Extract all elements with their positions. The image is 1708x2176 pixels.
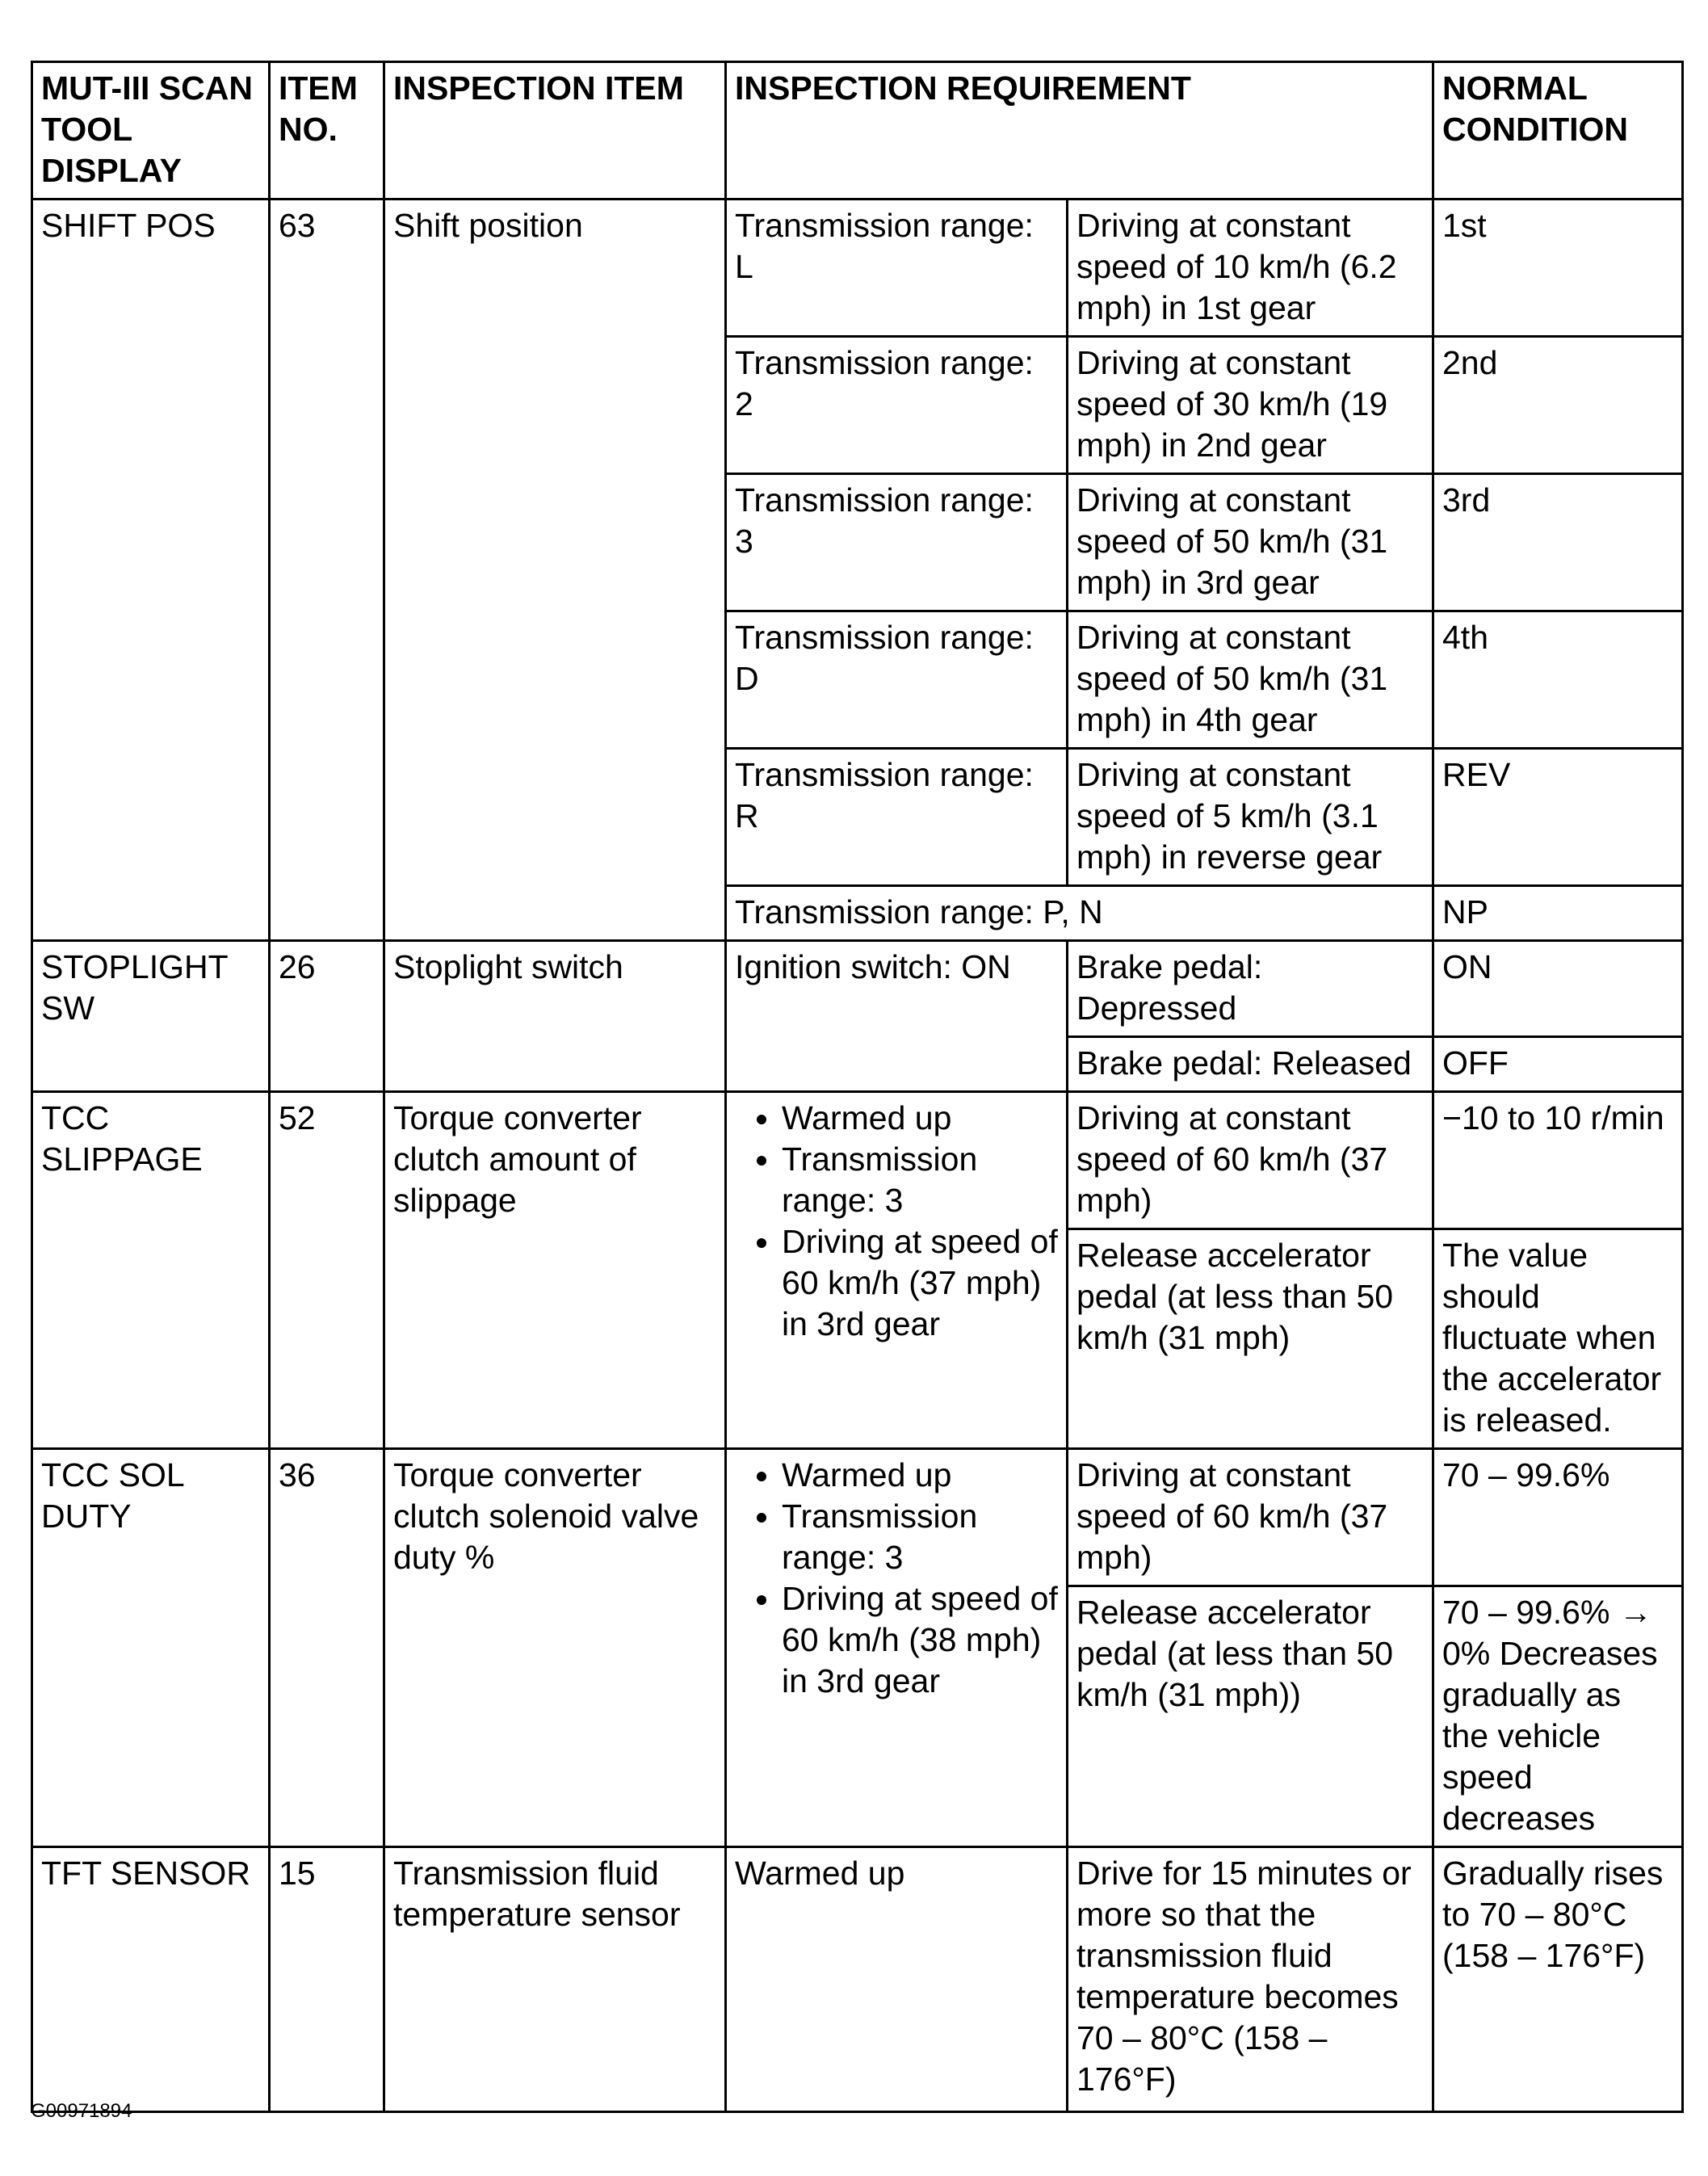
list-item: • Driving at speed of 60 km/h (37 mph) in 3rd gear — [782, 1221, 1058, 1345]
normal-cell: −10 to 10 r/min — [1433, 1092, 1683, 1229]
display-cell: STOPLIGHT SW — [32, 941, 270, 1092]
display-cell: SHIFT POS — [32, 200, 270, 941]
normal-cell: 70 – 99.6% → 0% Decreases gradually as the vehicle speed decreases — [1433, 1586, 1683, 1847]
list-item: • Warmed up — [782, 1098, 1058, 1139]
inspection-item-cell: Transmission fluid temperature sensor — [384, 1847, 726, 2112]
requirement-list — [735, 1455, 1058, 1702]
inspection-table — [31, 61, 1684, 2113]
requirement-cell: Transmission range: P, N — [726, 886, 1433, 941]
list-item: • Transmission range: 3 — [782, 1496, 1058, 1578]
condition-cell: Driving at constant speed of 5 km/h (3.1 mph) in reverse gear — [1068, 749, 1433, 886]
condition-cell: Release accelerator pedal (at less than 50 km/h (31 mph) — [1068, 1229, 1433, 1449]
condition-cell: Drive for 15 minutes or more so that the transmission fluid temperature becomes 70 – 80°C (158 – 176°F) — [1068, 1847, 1433, 2112]
item-no-cell: 52 — [270, 1092, 384, 1449]
item-no-cell: 36 — [270, 1449, 384, 1847]
normal-cell: 3rd — [1433, 474, 1683, 611]
normal-cell: 1st — [1433, 200, 1683, 337]
inspection-item-cell: Shift position — [384, 200, 726, 941]
table-row — [32, 200, 1683, 337]
header-item-no: ITEM NO. — [270, 62, 384, 200]
condition-cell: Driving at constant speed of 10 km/h (6.2 mph) in 1st gear — [1068, 200, 1433, 337]
requirement-cell: Transmission range: L — [726, 200, 1068, 337]
normal-cell: REV — [1433, 749, 1683, 886]
requirement-cell: Transmission range: R — [726, 749, 1068, 886]
inspection-item-cell: Torque converter clutch amount of slippage — [384, 1092, 726, 1449]
item-no-cell: 63 — [270, 200, 384, 941]
normal-cell: Gradually rises to 70 – 80°C (158 – 176°F) — [1433, 1847, 1683, 2112]
figure-code: G00971894 — [31, 2100, 132, 2122]
display-cell: TCC SLIPPAGE — [32, 1092, 270, 1449]
condition-cell: Release accelerator pedal (at less than 50 km/h (31 mph)) — [1068, 1586, 1433, 1847]
item-no-cell: 26 — [270, 941, 384, 1092]
table-row — [32, 941, 1683, 1037]
header-inspection-requirement: INSPECTION REQUIREMENT — [726, 62, 1433, 200]
header-row — [32, 62, 1683, 200]
requirement-cell — [726, 1092, 1068, 1449]
requirement-cell: Transmission range: 3 — [726, 474, 1068, 611]
table-row — [32, 1847, 1683, 2112]
display-cell: TFT SENSOR — [32, 1847, 270, 2112]
header-inspection-item: INSPECTION ITEM — [384, 62, 726, 200]
requirement-cell: Transmission range: 2 — [726, 337, 1068, 474]
normal-cell: 2nd — [1433, 337, 1683, 474]
requirement-cell: Ignition switch: ON — [726, 941, 1068, 1092]
normal-cell: 4th — [1433, 611, 1683, 749]
normal-cell: 70 – 99.6% — [1433, 1449, 1683, 1586]
item-no-cell: 15 — [270, 1847, 384, 2112]
normal-cell: ON — [1433, 941, 1683, 1037]
requirement-cell: Warmed up — [726, 1847, 1068, 2112]
list-item: • Driving at speed of 60 km/h (38 mph) in 3rd gear — [782, 1578, 1058, 1702]
list-item: • Transmission range: 3 — [782, 1139, 1058, 1221]
header-normal-condition: NORMAL CONDITION — [1433, 62, 1683, 200]
header-scan-tool-display: MUT-III SCAN TOOL DISPLAY — [32, 62, 270, 200]
display-cell: TCC SOL DUTY — [32, 1449, 270, 1847]
requirement-cell — [726, 1449, 1068, 1847]
condition-cell: Brake pedal: Released — [1068, 1037, 1433, 1092]
condition-cell: Brake pedal: Depressed — [1068, 941, 1433, 1037]
table-row — [32, 1092, 1683, 1229]
normal-cell: OFF — [1433, 1037, 1683, 1092]
condition-cell: Driving at constant speed of 60 km/h (37 mph) — [1068, 1449, 1433, 1586]
inspection-item-cell: Stoplight switch — [384, 941, 726, 1092]
list-item: • Warmed up — [782, 1455, 1058, 1496]
normal-cell: NP — [1433, 886, 1683, 941]
condition-cell: Driving at constant speed of 60 km/h (37 mph) — [1068, 1092, 1433, 1229]
condition-cell: Driving at constant speed of 50 km/h (31 mph) in 4th gear — [1068, 611, 1433, 749]
condition-cell: Driving at constant speed of 30 km/h (19 mph) in 2nd gear — [1068, 337, 1433, 474]
inspection-item-cell: Torque converter clutch solenoid valve duty % — [384, 1449, 726, 1847]
normal-cell: The value should fluctuate when the accelerator is released. — [1433, 1229, 1683, 1449]
table-row — [32, 1449, 1683, 1586]
requirement-list — [735, 1098, 1058, 1345]
condition-cell: Driving at constant speed of 50 km/h (31 mph) in 3rd gear — [1068, 474, 1433, 611]
requirement-cell: Transmission range: D — [726, 611, 1068, 749]
